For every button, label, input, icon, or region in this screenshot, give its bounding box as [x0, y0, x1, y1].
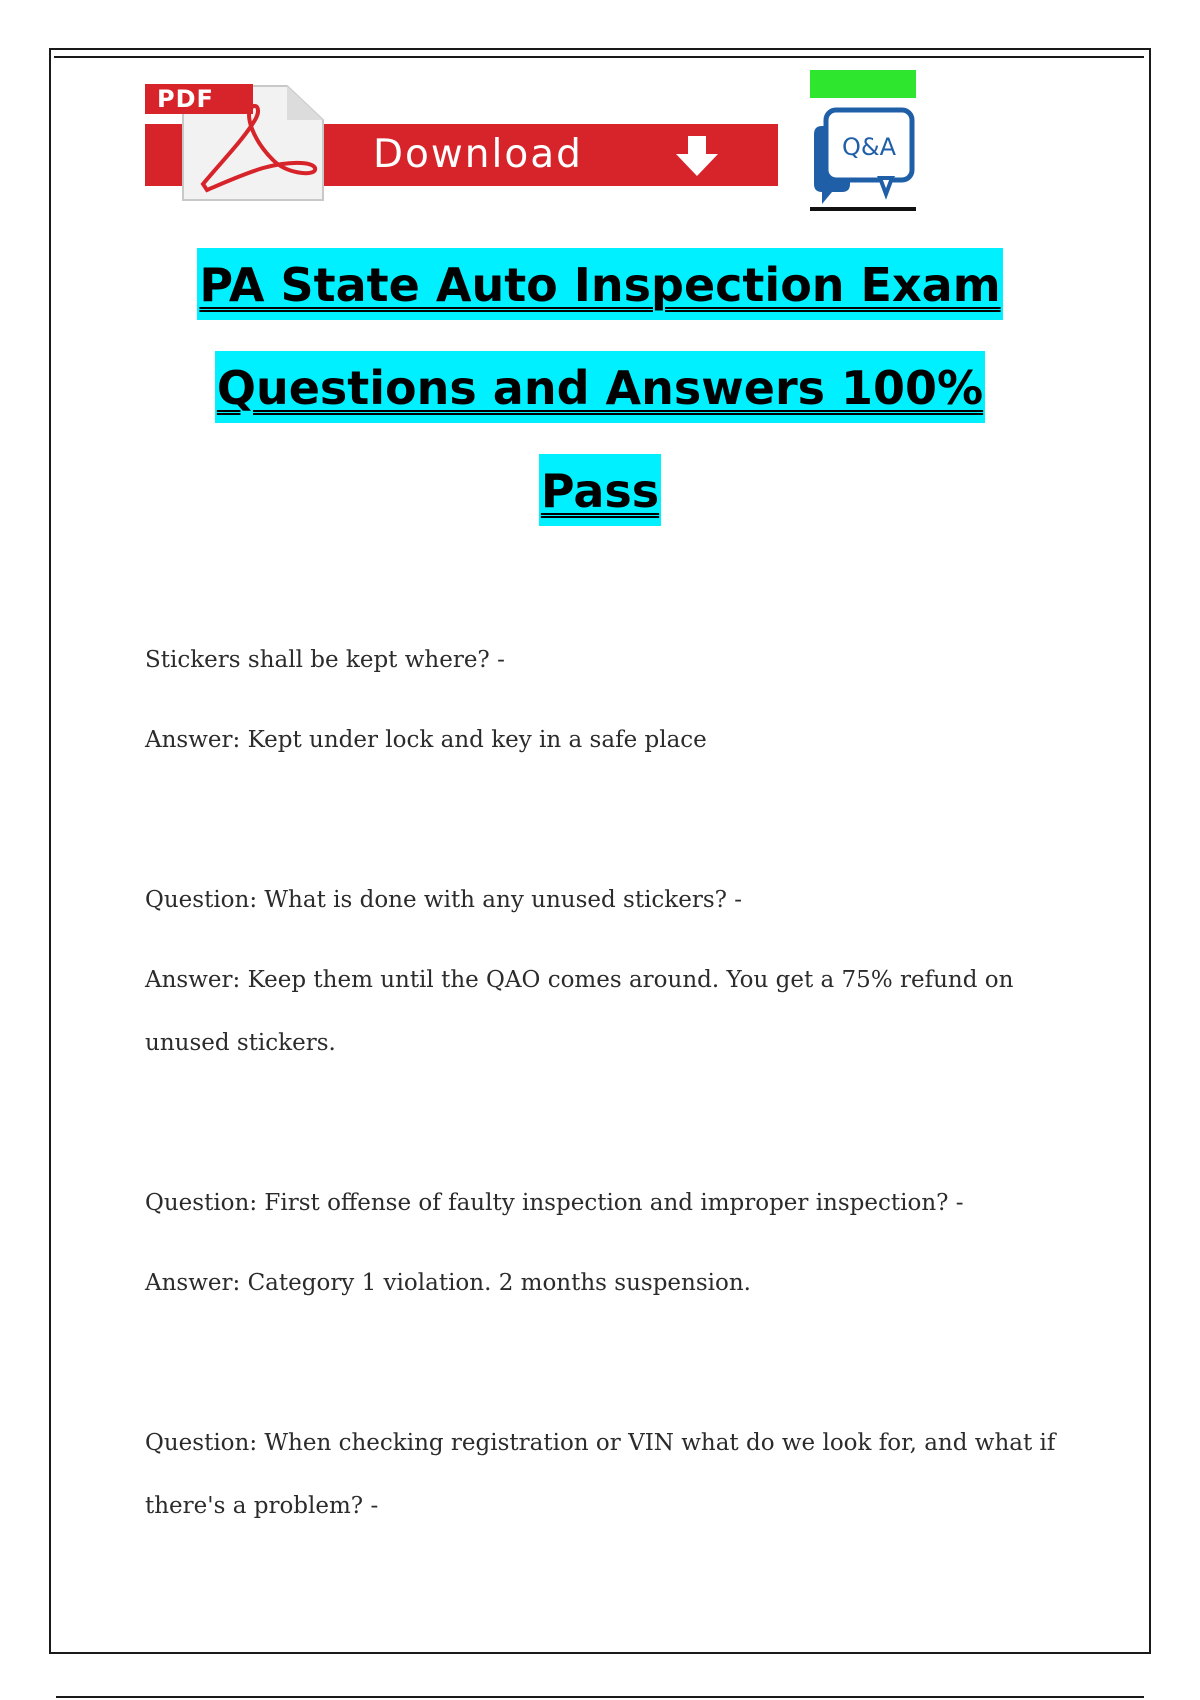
answer-2-line-1: Answer: Keep them until the QAO comes around. You get a 75% refund on — [145, 967, 1014, 993]
pdf-tag: PDF — [145, 84, 253, 114]
title-line-1 — [0, 258, 1200, 312]
download-arrow-icon — [672, 134, 722, 178]
top-rule — [54, 56, 1144, 58]
qa-underline — [810, 207, 916, 211]
question-4-line-1: Question: When checking registration or VIN what do we look for, and what if — [145, 1430, 1056, 1456]
title-text-2: Questions and Answers 100% — [215, 351, 985, 423]
download-pdf-banner[interactable] — [145, 78, 778, 202]
answer-2-line-2: unused stickers. — [145, 1030, 336, 1056]
title-line-2 — [0, 361, 1200, 415]
download-label[interactable]: Download — [373, 132, 583, 177]
answer-3: Answer: Category 1 violation. 2 months suspension. — [145, 1270, 751, 1296]
qa-green-strip — [810, 70, 916, 98]
question-1: Stickers shall be kept where? - — [145, 647, 505, 673]
title-line-3 — [0, 464, 1200, 518]
title-text-3: Pass — [539, 454, 661, 526]
question-2: Question: What is done with any unused stickers? - — [145, 887, 743, 913]
bottom-rule — [56, 1696, 1144, 1698]
title-text-1: PA State Auto Inspection Exam — [197, 248, 1002, 320]
qa-chat-bubble-icon — [810, 100, 916, 206]
answer-1: Answer: Kept under lock and key in a safe place — [145, 727, 707, 753]
question-4-line-2: there's a problem? - — [145, 1493, 379, 1519]
qa-label: Q&A — [841, 133, 897, 161]
qa-badge[interactable] — [810, 70, 916, 214]
question-3: Question: First offense of faulty inspection and improper inspection? - — [145, 1190, 964, 1216]
